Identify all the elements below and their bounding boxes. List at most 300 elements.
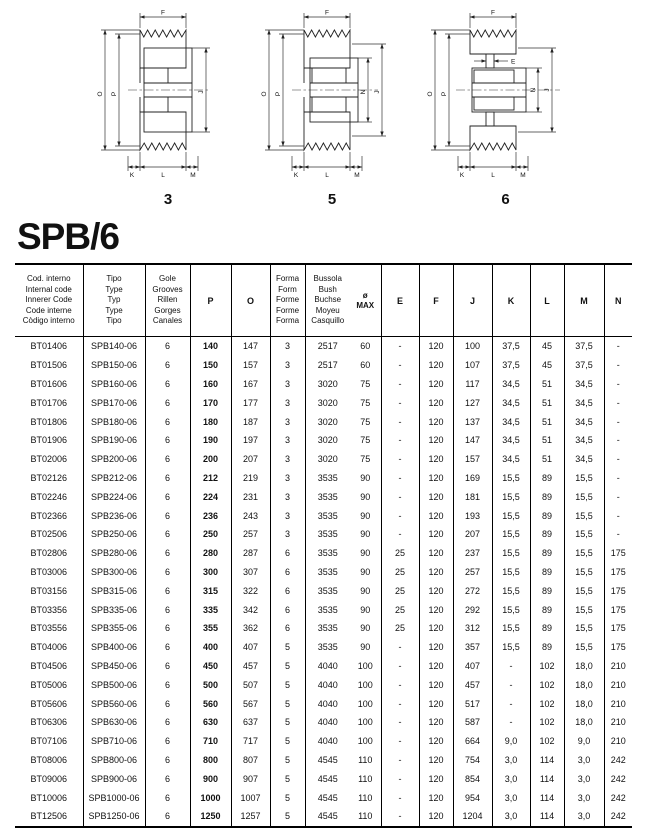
col-header-l: L <box>530 264 564 337</box>
cell-bussola: 4040 <box>317 679 338 690</box>
cell-bussola: 4545 <box>317 792 338 803</box>
cell-l: 89 <box>530 619 564 638</box>
cell-f: 120 <box>419 412 453 431</box>
cell-bussola: 3535 <box>317 548 338 559</box>
cell-f: 120 <box>419 694 453 713</box>
cell-m: 3,0 <box>564 788 604 807</box>
table-row <box>15 638 632 657</box>
cell-o: 567 <box>231 694 270 713</box>
cell-code: BT05006 <box>15 675 83 694</box>
cell-f: 120 <box>419 431 453 450</box>
cell-f: 120 <box>419 638 453 657</box>
cell-forma: 5 <box>270 769 305 788</box>
cell-n: 175 <box>610 623 626 634</box>
cell-forma: 3 <box>270 506 305 525</box>
cell-tipo: SPB560-06 <box>83 694 145 713</box>
cell-p: 150 <box>190 356 231 375</box>
cell-l: 102 <box>530 694 564 713</box>
cell-j: 1204 <box>453 807 492 827</box>
dim-label-k: K <box>459 172 465 179</box>
cell-l: 114 <box>530 751 564 770</box>
dim-label-o: O <box>261 91 268 97</box>
dim-label-m: M <box>354 172 360 179</box>
cell-k: 34,5 <box>492 375 530 394</box>
cell-bussola: 3535 <box>317 472 338 483</box>
dim-label-o: O <box>427 91 434 97</box>
cell-tipo: SPB280-06 <box>83 544 145 563</box>
figure-number-6: 6 <box>501 191 510 208</box>
table-header <box>15 264 632 337</box>
cell-gole: 6 <box>145 732 190 751</box>
cell-k: 34,5 <box>492 412 530 431</box>
cell-e: 25 <box>381 581 419 600</box>
cell-omax: 110 <box>350 788 381 807</box>
cell-o: 177 <box>231 393 270 412</box>
cell-m: 34,5 <box>564 375 604 394</box>
cell-e: - <box>381 487 419 506</box>
cell-l: 102 <box>530 657 564 676</box>
cell-omax: 75 <box>350 393 381 412</box>
cell-p: 630 <box>190 713 231 732</box>
cell-forma: 6 <box>270 563 305 582</box>
cell-bussola: 3020 <box>317 435 338 446</box>
cell-gole: 6 <box>145 788 190 807</box>
cell-forma: 6 <box>270 600 305 619</box>
cell-l: 102 <box>530 675 564 694</box>
cell-bussola: 3535 <box>317 604 338 615</box>
cell-j: 193 <box>453 506 492 525</box>
cell-m: 18,0 <box>564 694 604 713</box>
cell-f: 120 <box>419 544 453 563</box>
cell-k: 15,5 <box>492 619 530 638</box>
cell-f: 120 <box>419 393 453 412</box>
cell-f: 120 <box>419 506 453 525</box>
cell-code: BT01806 <box>15 412 83 431</box>
cell-f: 120 <box>419 788 453 807</box>
cell-m: 18,0 <box>564 675 604 694</box>
cell-forma: 5 <box>270 807 305 827</box>
dim-label-m: M <box>190 172 196 179</box>
cell-code: BT10006 <box>15 788 83 807</box>
cell-gole: 6 <box>145 694 190 713</box>
cell-p: 190 <box>190 431 231 450</box>
cell-n: - <box>616 360 620 371</box>
cell-l: 89 <box>530 544 564 563</box>
dim-label-n: N <box>360 89 367 95</box>
cell-m: 15,5 <box>564 544 604 563</box>
cell-f: 120 <box>419 675 453 694</box>
cell-code: BT02006 <box>15 450 83 469</box>
table-row <box>15 694 632 713</box>
cell-l: 89 <box>530 638 564 657</box>
spec-table-wrap <box>15 263 632 828</box>
cell-l: 45 <box>530 337 564 356</box>
cell-e: 25 <box>381 619 419 638</box>
dim-label-f: F <box>161 9 165 17</box>
cell-tipo: SPB300-06 <box>83 563 145 582</box>
cell-tipo: SPB355-06 <box>83 619 145 638</box>
pulley-cross-section-5 <box>252 4 412 190</box>
cell-n: 210 <box>610 660 626 671</box>
cell-gole: 6 <box>145 619 190 638</box>
cell-o: 243 <box>231 506 270 525</box>
cell-f: 120 <box>419 563 453 582</box>
cell-gole: 6 <box>145 412 190 431</box>
cell-p: 180 <box>190 412 231 431</box>
cell-forma: 3 <box>270 393 305 412</box>
cell-k: 15,5 <box>492 581 530 600</box>
cell-bussola: 2517 <box>317 360 338 371</box>
col-header-p: P <box>190 264 231 337</box>
table-row <box>15 713 632 732</box>
dim-label-l: L <box>491 172 495 179</box>
cell-m: 34,5 <box>564 412 604 431</box>
cell-e: - <box>381 469 419 488</box>
cell-l: 51 <box>530 450 564 469</box>
cell-gole: 6 <box>145 356 190 375</box>
cell-e: 25 <box>381 600 419 619</box>
cell-f: 120 <box>419 751 453 770</box>
cell-tipo: SPB710-06 <box>83 732 145 751</box>
cell-bussola: 4545 <box>317 773 338 784</box>
cell-o: 187 <box>231 412 270 431</box>
cell-gole: 6 <box>145 638 190 657</box>
cell-p: 300 <box>190 563 231 582</box>
dim-label-j: J <box>198 90 205 94</box>
cell-n: 175 <box>610 566 626 577</box>
dim-label-p: P <box>275 91 282 97</box>
cell-tipo: SPB450-06 <box>83 657 145 676</box>
cell-p: 1250 <box>190 807 231 827</box>
cell-l: 102 <box>530 732 564 751</box>
cell-omax: 75 <box>350 450 381 469</box>
cell-e: - <box>381 412 419 431</box>
cell-e: - <box>381 638 419 657</box>
cell-j: 754 <box>453 751 492 770</box>
cell-p: 224 <box>190 487 231 506</box>
cell-forma: 5 <box>270 694 305 713</box>
cell-l: 51 <box>530 375 564 394</box>
cell-n: 175 <box>610 548 626 559</box>
table-row <box>15 600 632 619</box>
cell-m: 15,5 <box>564 506 604 525</box>
cell-k: 15,5 <box>492 600 530 619</box>
col-header-code: Cod. interno Internal code Innerer Code Code interne Còdigo interno <box>15 264 83 337</box>
cell-forma: 3 <box>270 487 305 506</box>
cell-m: 9,0 <box>564 732 604 751</box>
cell-forma: 3 <box>270 431 305 450</box>
cell-forma: 5 <box>270 638 305 657</box>
table-row <box>15 506 632 525</box>
cell-p: 450 <box>190 657 231 676</box>
dim-label-f: F <box>325 9 329 17</box>
cell-o: 231 <box>231 487 270 506</box>
cell-p: 250 <box>190 525 231 544</box>
cell-p: 560 <box>190 694 231 713</box>
cell-tipo: SPB170-06 <box>83 393 145 412</box>
table-row <box>15 788 632 807</box>
cell-e: - <box>381 769 419 788</box>
cell-p: 236 <box>190 506 231 525</box>
cell-tipo: SPB200-06 <box>83 450 145 469</box>
cell-bussola: 3020 <box>317 454 338 465</box>
cell-code: BT04006 <box>15 638 83 657</box>
cell-code: BT02126 <box>15 469 83 488</box>
cell-n: - <box>616 397 620 408</box>
cell-omax: 90 <box>350 544 381 563</box>
table-body <box>15 337 632 827</box>
cell-omax: 75 <box>350 412 381 431</box>
cell-o: 362 <box>231 619 270 638</box>
cell-e: - <box>381 450 419 469</box>
cell-o: 507 <box>231 675 270 694</box>
dim-label-j: J <box>544 88 551 92</box>
cell-f: 120 <box>419 581 453 600</box>
cell-bussola: 4040 <box>317 660 338 671</box>
cell-e: - <box>381 431 419 450</box>
cell-tipo: SPB630-06 <box>83 713 145 732</box>
cell-tipo: SPB224-06 <box>83 487 145 506</box>
cell-l: 45 <box>530 356 564 375</box>
cell-code: BT03356 <box>15 600 83 619</box>
cell-p: 170 <box>190 393 231 412</box>
cell-bussola: 3020 <box>317 397 338 408</box>
cell-m: 37,5 <box>564 356 604 375</box>
cell-omax: 90 <box>350 563 381 582</box>
cell-k: 15,5 <box>492 506 530 525</box>
cell-j: 207 <box>453 525 492 544</box>
cell-omax: 60 <box>350 356 381 375</box>
cell-tipo: SPB1250-06 <box>83 807 145 827</box>
cell-n: - <box>616 491 620 502</box>
cell-omax: 90 <box>350 469 381 488</box>
technical-drawings <box>0 4 645 216</box>
cell-k: 37,5 <box>492 337 530 356</box>
cell-code: BT03556 <box>15 619 83 638</box>
cell-omax: 90 <box>350 506 381 525</box>
cell-n: - <box>616 435 620 446</box>
cell-m: 15,5 <box>564 525 604 544</box>
table-row <box>15 769 632 788</box>
cell-k: 15,5 <box>492 487 530 506</box>
cell-p: 160 <box>190 375 231 394</box>
cell-gole: 6 <box>145 657 190 676</box>
cell-p: 1000 <box>190 788 231 807</box>
cell-j: 312 <box>453 619 492 638</box>
cell-forma: 3 <box>270 469 305 488</box>
cell-gole: 6 <box>145 375 190 394</box>
cell-n: - <box>616 454 620 465</box>
cell-forma: 5 <box>270 713 305 732</box>
table-row <box>15 450 632 469</box>
cell-e: - <box>381 732 419 751</box>
cell-j: 954 <box>453 788 492 807</box>
cell-code: BT02506 <box>15 525 83 544</box>
cell-k: 3,0 <box>492 807 530 827</box>
cell-l: 114 <box>530 788 564 807</box>
cell-j: 127 <box>453 393 492 412</box>
cell-omax: 110 <box>350 807 381 827</box>
cell-e: - <box>381 393 419 412</box>
cell-omax: 110 <box>350 769 381 788</box>
table-row <box>15 469 632 488</box>
cell-k: - <box>492 675 530 694</box>
cell-f: 120 <box>419 619 453 638</box>
cell-j: 854 <box>453 769 492 788</box>
table-row <box>15 581 632 600</box>
page-title: SPB/6 <box>17 216 119 257</box>
col-header-omax: ø MAX <box>350 264 381 337</box>
col-header-gole: Gole Grooves Rillen Gorges Canales <box>145 264 190 337</box>
table-row <box>15 732 632 751</box>
spec-table <box>15 263 632 828</box>
cell-o: 207 <box>231 450 270 469</box>
col-header-forma: Forma Form Forme Forme Forma <box>270 264 305 337</box>
cell-l: 51 <box>530 431 564 450</box>
cell-l: 102 <box>530 713 564 732</box>
cell-tipo: SPB250-06 <box>83 525 145 544</box>
cell-omax: 100 <box>350 694 381 713</box>
col-header-bussola: Bussola Bush Buchse Moyeu Casquillo <box>305 264 350 337</box>
cell-tipo: SPB400-06 <box>83 638 145 657</box>
cell-forma: 3 <box>270 375 305 394</box>
table-row <box>15 375 632 394</box>
cell-tipo: SPB150-06 <box>83 356 145 375</box>
cell-bussola: 3020 <box>317 416 338 427</box>
cell-bussola: 3535 <box>317 491 338 502</box>
cell-code: BT03006 <box>15 563 83 582</box>
cell-e: - <box>381 807 419 827</box>
cell-f: 120 <box>419 732 453 751</box>
cell-k: 3,0 <box>492 769 530 788</box>
cell-gole: 6 <box>145 581 190 600</box>
cell-m: 18,0 <box>564 713 604 732</box>
cell-l: 89 <box>530 469 564 488</box>
cell-omax: 110 <box>350 751 381 770</box>
cell-j: 100 <box>453 337 492 356</box>
cell-p: 355 <box>190 619 231 638</box>
cell-f: 120 <box>419 469 453 488</box>
cell-j: 257 <box>453 563 492 582</box>
cell-p: 280 <box>190 544 231 563</box>
cell-j: 137 <box>453 412 492 431</box>
cell-e: - <box>381 694 419 713</box>
cell-l: 51 <box>530 393 564 412</box>
cell-forma: 3 <box>270 356 305 375</box>
cell-gole: 6 <box>145 713 190 732</box>
cell-n: - <box>616 510 620 521</box>
dim-label-e: E <box>511 58 516 66</box>
cell-j: 237 <box>453 544 492 563</box>
cell-o: 157 <box>231 356 270 375</box>
table-row <box>15 431 632 450</box>
dim-label-l: L <box>325 172 329 179</box>
cell-code: BT08006 <box>15 751 83 770</box>
cell-m: 34,5 <box>564 450 604 469</box>
cell-p: 800 <box>190 751 231 770</box>
cell-code: BT01706 <box>15 393 83 412</box>
cell-j: 664 <box>453 732 492 751</box>
cell-j: 357 <box>453 638 492 657</box>
cell-n: - <box>616 529 620 540</box>
cell-l: 89 <box>530 487 564 506</box>
cell-k: 34,5 <box>492 393 530 412</box>
cell-n: - <box>616 341 620 352</box>
cell-bussola: 4040 <box>317 698 338 709</box>
cell-k: 9,0 <box>492 732 530 751</box>
cell-m: 15,5 <box>564 619 604 638</box>
cell-j: 272 <box>453 581 492 600</box>
cell-n: - <box>616 472 620 483</box>
cell-forma: 3 <box>270 337 305 356</box>
cell-e: - <box>381 375 419 394</box>
cell-e: - <box>381 751 419 770</box>
table-row <box>15 393 632 412</box>
cell-tipo: SPB500-06 <box>83 675 145 694</box>
cell-e: - <box>381 788 419 807</box>
table-row <box>15 356 632 375</box>
col-header-o: O <box>231 264 270 337</box>
cell-m: 15,5 <box>564 638 604 657</box>
cell-k: 3,0 <box>492 751 530 770</box>
cell-bussola: 3535 <box>317 566 338 577</box>
cell-gole: 6 <box>145 675 190 694</box>
pulley-drawing-form-6 <box>418 4 593 208</box>
cell-j: 117 <box>453 375 492 394</box>
cell-omax: 60 <box>350 337 381 356</box>
cell-o: 287 <box>231 544 270 563</box>
cell-gole: 6 <box>145 544 190 563</box>
cell-omax: 90 <box>350 619 381 638</box>
cell-gole: 6 <box>145 563 190 582</box>
table-row <box>15 544 632 563</box>
cell-p: 710 <box>190 732 231 751</box>
cell-m: 15,5 <box>564 581 604 600</box>
cell-tipo: SPB1000-06 <box>83 788 145 807</box>
pulley-cross-section-6 <box>418 4 593 190</box>
cell-l: 89 <box>530 581 564 600</box>
cell-m: 3,0 <box>564 769 604 788</box>
cell-m: 15,5 <box>564 469 604 488</box>
cell-o: 907 <box>231 769 270 788</box>
cell-bussola: 3535 <box>317 642 338 653</box>
cell-m: 15,5 <box>564 600 604 619</box>
dim-label-o: O <box>97 91 104 97</box>
cell-tipo: SPB800-06 <box>83 751 145 770</box>
cell-e: 25 <box>381 563 419 582</box>
cell-e: - <box>381 356 419 375</box>
pulley-drawing-form-3 <box>88 4 248 208</box>
cell-m: 15,5 <box>564 487 604 506</box>
cell-e: - <box>381 525 419 544</box>
cell-n: - <box>616 378 620 389</box>
cell-gole: 6 <box>145 751 190 770</box>
cell-forma: 6 <box>270 544 305 563</box>
cell-o: 307 <box>231 563 270 582</box>
cell-p: 200 <box>190 450 231 469</box>
cell-p: 315 <box>190 581 231 600</box>
cell-forma: 3 <box>270 412 305 431</box>
pulley-drawing-form-5 <box>252 4 412 208</box>
cell-gole: 6 <box>145 487 190 506</box>
cell-tipo: SPB160-06 <box>83 375 145 394</box>
col-header-n: N <box>604 264 632 337</box>
cell-o: 807 <box>231 751 270 770</box>
cell-k: 15,5 <box>492 525 530 544</box>
dim-label-f: F <box>491 9 495 17</box>
cell-k: 15,5 <box>492 544 530 563</box>
cell-o: 219 <box>231 469 270 488</box>
